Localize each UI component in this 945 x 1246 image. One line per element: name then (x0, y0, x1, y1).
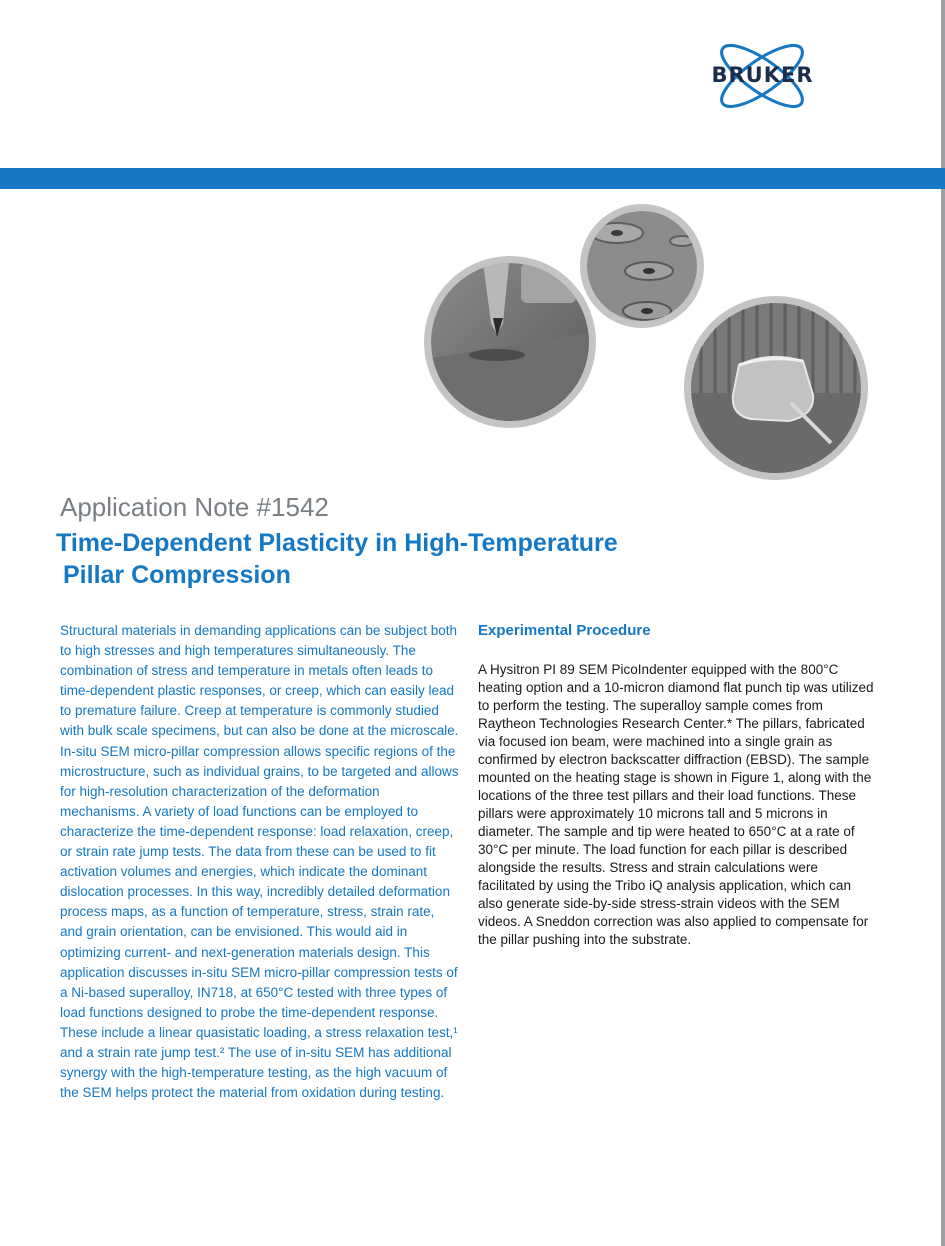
title-line-1: Time-Dependent Plasticity in High-Temperature (56, 529, 618, 557)
title-line-2: Pillar Compression (63, 561, 291, 589)
sem-punch-tip-image (424, 256, 596, 428)
experimental-paragraph: A Hysitron PI 89 SEM PicoIndenter equipped with the 800°C heating option and a 10-micron diamond flat punch tip was utilized to perform the testing. The superalloy sample comes from Raytheon Technologies Research Center.* The pillars, fabricated via focused ion beam, were machined into a single grain as confirmed by electron backscatter diffraction (EBSD). The sample mounted on the heating stage is shown in Figure 1, along with the locations of the three test pillars and their load functions. These pillars were approximately 10 microns tall and 5 microns in diameter. The sample and tip were heated to 650°C at a rate of 30°C per minute. The load function for each pillar is described alongside the results. Stress and strain calculations were facilitated by using the Tribo iQ analysis application, which can also generate side-by-side stress-strain videos with the SEM videos. A Sneddon correction was also applied to compensate for the pillar pushing into the substrate. (478, 662, 874, 947)
intro-paragraph: Structural materials in demanding applications can be subject both to high stresses and high temperatures simultaneously. The combination of stress and temperature in metals often leads to time-dependent plastic responses, or creep, which can easily lead to premature failure. Creep at temperature is commonly studied with bulk scale specimens, but can also be done at the microscale. In-situ SEM micro-pillar compression allows specific regions of the microstructure, such as individual grains, to be targeted and allows for high-resolution characterization of the deformation mechanisms. A variety of load functions can be employed to characterize the time-dependent response: load relaxation, creep, or strain rate jump tests. The data from these can be used to fit activation volumes and energies, which indicate the dominant dislocation processes. In this way, incredibly detailed deformation process maps, as a function of temperature, stress, strain rate, and grain orientation, can be envisioned. This would aid in optimizing current- and next-generation materials design. This application discusses in-situ SEM micro-pillar compression tests of a Ni-based superalloy, IN718, at 650°C tested with three types of load functions designed to probe the time-dependent response. These include a linear quasistatic loading, a stress relaxation test,¹ and a strain rate jump test.² The use of in-situ SEM has additional synergy with the high-temperature testing, as the high vacuum of the SEM helps protect the material from oxidation during testing. (60, 623, 459, 1101)
sem-pillars-graphic (587, 211, 697, 321)
bruker-logo (690, 36, 835, 116)
experimental-section (478, 621, 878, 949)
header-band (0, 168, 945, 189)
logo-wordmark: BRUKER (711, 63, 814, 87)
sem-pillar-closeup-graphic (691, 303, 861, 473)
application-note-label: Application Note #1542 (60, 492, 329, 522)
sem-pillars-image (580, 204, 704, 328)
sem-pillar-closeup-image (684, 296, 868, 480)
page-title (56, 527, 876, 591)
sem-punch-tip-graphic (431, 263, 589, 421)
experimental-heading: Experimental Procedure (478, 622, 651, 639)
